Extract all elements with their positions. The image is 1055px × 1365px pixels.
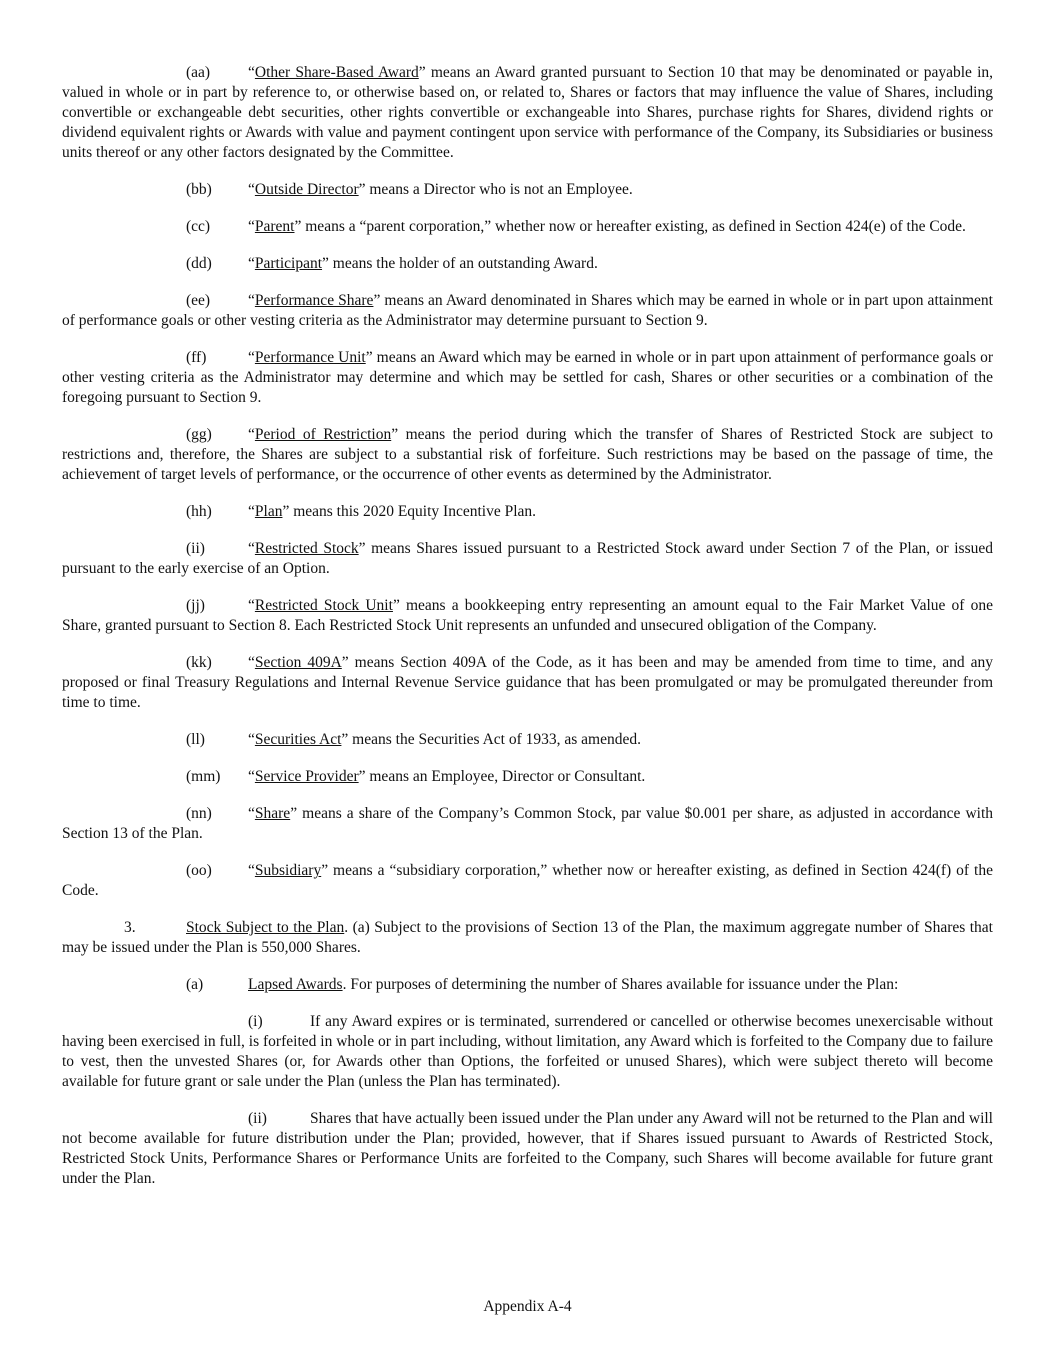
section-3a-item-i: [62, 1012, 993, 1092]
open-quote: “: [248, 862, 255, 879]
open-quote: “: [248, 218, 255, 235]
definition-body: ” means Shares issued pursuant to a Restricted Stock award under Section 7 of the Plan, or issued pursuant to the early exercise of an Option.: [62, 540, 993, 577]
definition-body: ” means an Award granted pursuant to Section 10 that may be denominated or payable in, valued in whole or in part by reference to, or otherwise based on, or related to, Shares or factors that may influence the value of Shares, including convertible or exchangeable debt securities, other rights convertible or exchangeable into Shares, purchase rights for Shares, dividend rights or dividend equivalent rights or Awards with value and payment contingent upon service with performance of the Company, its Subsidiaries or business units thereof or any other factors designated by the Committee.: [62, 64, 993, 161]
defined-term: Section 409A: [254, 654, 342, 671]
definition-label: (kk): [186, 654, 212, 671]
definition-label: (bb): [186, 181, 212, 198]
definition-paragraph: [62, 254, 993, 274]
open-quote: “: [248, 255, 255, 272]
item-label: (ii): [248, 1110, 267, 1127]
subsection-body: . For purposes of determining the number of Shares available for issuance under the Plan:: [342, 976, 899, 993]
open-quote: “: [248, 805, 255, 822]
definition-paragraph: [62, 291, 993, 331]
definition-body: ” means a share of the Company’s Common Stock, par value $0.001 per share, as adjusted in accordance with Section 13 of the Plan.: [62, 805, 993, 842]
defined-term: Restricted Stock: [254, 540, 359, 557]
defined-term: Period of Restriction: [254, 426, 392, 443]
definition-label: (gg): [186, 426, 212, 443]
open-quote: “: [248, 64, 255, 81]
definition-label: (nn): [186, 805, 212, 822]
definition-body: ” means a “parent corporation,” whether now or hereafter existing, as defined in Section 424(e) of the Code.: [294, 218, 966, 235]
definition-label: (cc): [186, 218, 211, 235]
definition-paragraph: [62, 502, 993, 522]
page-footer: Appendix A-4: [483, 1298, 572, 1315]
open-quote: “: [248, 349, 255, 366]
definition-paragraph: [62, 596, 993, 636]
section-3-paragraph: [62, 918, 993, 958]
definition-label: (mm): [186, 768, 221, 785]
open-quote: “: [248, 597, 255, 614]
definition-label: (ii): [186, 540, 205, 557]
definition-body: ” means an Award denominated in Shares which may be earned in whole or in part upon attainment of performance goals or other vesting criteria as the Administrator may determine pursuant to Section 9.: [62, 292, 993, 329]
open-quote: “: [248, 426, 255, 443]
defined-term: Outside Director: [254, 181, 359, 198]
definition-paragraph: [62, 539, 993, 579]
defined-term: Plan: [254, 503, 283, 520]
defined-term: Subsidiary: [254, 862, 322, 879]
definition-paragraph: [62, 348, 993, 408]
section-3a-item-ii: [62, 1109, 993, 1189]
open-quote: “: [248, 768, 255, 785]
defined-term: Restricted Stock Unit: [254, 597, 393, 614]
defined-term: Participant: [254, 255, 323, 272]
definition-paragraph: [62, 425, 993, 485]
definition-body: ” means a bookkeeping entry representing an amount equal to the Fair Market Value of one Share, granted pursuant to Section 8. Each Restricted Stock Unit represents an unfunded and unsecured obligation of the Company.: [62, 597, 994, 634]
open-quote: “: [248, 181, 255, 198]
defined-term: Share: [254, 805, 291, 822]
definition-paragraph: [62, 653, 993, 713]
item-body: If any Award expires or is terminated, surrendered or cancelled or otherwise becomes unexercisable without having been exercised in full, is forfeited in whole or in part including, without limitation, any Award which is forfeited to the Company due to failure to vest, then the unvested Shares (or, for Awards other than Options, the forfeited or unused Shares), which were subject thereto will become available for future grant or sale under the Plan (unless the Plan has terminated).: [62, 1013, 993, 1090]
defined-term: Performance Unit: [254, 349, 366, 366]
defined-term: Performance Share: [254, 292, 374, 309]
open-quote: “: [248, 540, 255, 557]
defined-term: Service Provider: [254, 768, 359, 785]
definition-label: (aa): [186, 64, 211, 81]
definition-label: (ff): [186, 349, 207, 366]
definition-paragraph: [62, 63, 993, 163]
definitions-list: [62, 63, 993, 901]
definition-label: (ee): [186, 292, 211, 309]
definition-body: ” means this 2020 Equity Incentive Plan.: [282, 503, 537, 520]
open-quote: “: [248, 292, 255, 309]
definition-body: ” means an Award which may be earned in whole or in part upon attainment of performance goals or other vesting criteria as the Administrator may determine and which may be settled for cash, Shares or other securities or a combination of the foregoing pursuant to Section 9.: [62, 349, 993, 406]
defined-term: Other Share-Based Award: [254, 64, 419, 81]
definition-body: ” means the holder of an outstanding Award.: [322, 255, 598, 272]
open-quote: “: [248, 503, 255, 520]
open-quote: “: [248, 654, 255, 671]
definition-paragraph: [62, 217, 993, 237]
definition-paragraph: [62, 730, 993, 750]
defined-term: Parent: [254, 218, 295, 235]
definition-label: (oo): [186, 862, 212, 879]
section-number: 3.: [124, 919, 136, 936]
definition-paragraph: [62, 767, 993, 787]
section-3a-paragraph: [62, 975, 993, 995]
defined-term: Securities Act: [254, 731, 342, 748]
definition-paragraph: [62, 861, 993, 901]
definition-label: (ll): [186, 731, 205, 748]
section-heading: Stock Subject to the Plan: [186, 919, 345, 936]
definition-body: ” means Section 409A of the Code, as it has been and may be amended from time to time, and any proposed or final Treasury Regulations and Internal Revenue Service guidance that has been promulgated or may be promulgated thereunder from time to time.: [62, 654, 993, 711]
definition-paragraph: [62, 180, 993, 200]
definition-paragraph: [62, 804, 993, 844]
definition-body: ” means the period during which the transfer of Shares of Restricted Stock are subject to restrictions and, therefore, the Shares are subject to a substantial risk of forfeiture. Such restrictions may be based on the passage of time, the achievement of target levels of performance, or the occurrence of other events as determined by the Administrator.: [62, 426, 993, 483]
definition-body: ” means an Employee, Director or Consultant.: [358, 768, 646, 785]
subsection-label: (a): [186, 976, 204, 993]
open-quote: “: [248, 731, 255, 748]
definition-body: ” means the Securities Act of 1933, as amended.: [341, 731, 642, 748]
definition-body: ” means a “subsidiary corporation,” whether now or hereafter existing, as defined in Section 424(f) of the Code.: [62, 862, 993, 899]
item-label: (i): [248, 1013, 263, 1030]
item-body: Shares that have actually been issued under the Plan under any Award will not be returned to the Plan and will not become available for future distribution under the Plan; provided, however, that if Shares issued pursuant to Awards of Restricted Stock, Restricted Stock Units, Performance Shares or Performance Units are forfeited to the Company, such Shares will become available for future grant under the Plan.: [62, 1110, 993, 1187]
section-body: . (a) Subject to the provisions of Section 13 of the Plan, the maximum aggregate number of Shares that may be issued under the Plan is 550,000 Shares.: [62, 919, 993, 956]
definition-body: ” means a Director who is not an Employee.: [358, 181, 633, 198]
definition-label: (dd): [186, 255, 212, 272]
definition-label: (hh): [186, 503, 212, 520]
definition-label: (jj): [186, 597, 205, 614]
subsection-heading: Lapsed Awards: [248, 976, 343, 993]
